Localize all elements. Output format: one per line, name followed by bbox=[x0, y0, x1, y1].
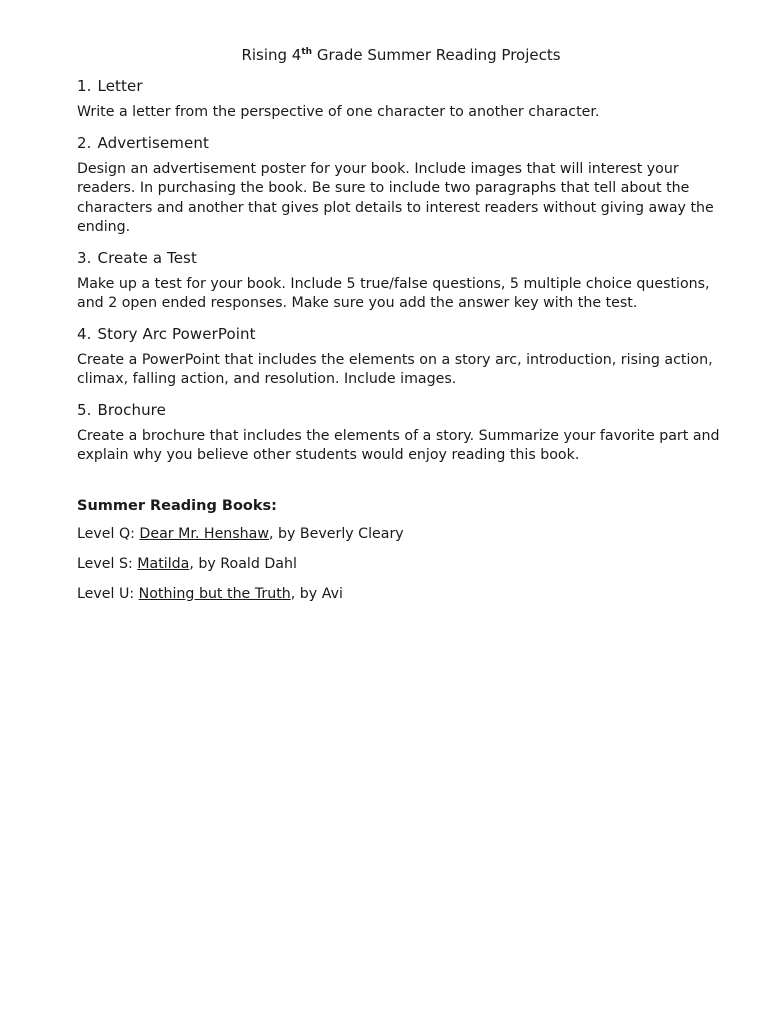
book-title: Nothing but the Truth bbox=[138, 585, 291, 602]
book-level: Level U: bbox=[77, 585, 139, 602]
project-number: 3. bbox=[77, 248, 92, 267]
book-level: Level S: bbox=[77, 555, 138, 572]
book-author: , by Beverly Cleary bbox=[268, 525, 404, 542]
book-level: Level Q: bbox=[77, 525, 140, 542]
book-author: , by Roald Dahl bbox=[189, 555, 297, 572]
project-story-arc-powerpoint bbox=[77, 324, 725, 390]
title-suffix: Grade Summer Reading Projects bbox=[312, 46, 561, 64]
title-superscript: th bbox=[301, 47, 313, 57]
book-title: Dear Mr. Henshaw bbox=[139, 525, 269, 542]
project-number: 2. bbox=[77, 133, 92, 152]
project-letter bbox=[77, 76, 725, 123]
book-title: Matilda bbox=[137, 555, 190, 572]
book-author: , by Avi bbox=[290, 585, 343, 602]
book-item bbox=[77, 584, 725, 604]
project-heading bbox=[77, 133, 725, 153]
project-number: 4. bbox=[77, 324, 92, 343]
project-heading bbox=[77, 324, 725, 344]
project-heading-text: Brochure bbox=[97, 400, 166, 419]
book-item bbox=[77, 524, 725, 544]
book-item bbox=[77, 554, 725, 574]
document-page bbox=[77, 44, 725, 614]
project-heading-text: Create a Test bbox=[97, 248, 197, 267]
project-description: Create a PowerPoint that includes the elements on a story arc, introduction, rising action, climax, falling action, and resolution. Include images. bbox=[77, 351, 713, 387]
project-description: Create a brochure that includes the elements of a story. Summarize your favorite part and explain why you believe other students would enjoy reading this book. bbox=[77, 427, 720, 463]
project-create-a-test bbox=[77, 248, 725, 314]
document-title bbox=[77, 44, 725, 66]
project-heading bbox=[77, 400, 725, 420]
project-number: 5. bbox=[77, 400, 92, 419]
project-heading-text: Advertisement bbox=[97, 133, 209, 152]
project-heading bbox=[77, 248, 725, 268]
project-heading bbox=[77, 76, 725, 96]
title-prefix: Rising 4 bbox=[241, 46, 302, 64]
project-description: Write a letter from the perspective of one character to another character. bbox=[77, 104, 600, 120]
project-brochure bbox=[77, 400, 725, 466]
project-heading-text: Letter bbox=[97, 77, 143, 95]
summer-reading-books bbox=[77, 496, 725, 604]
project-number: 1. bbox=[77, 77, 92, 95]
books-heading: Summer Reading Books: bbox=[77, 497, 277, 514]
project-heading-text: Story Arc PowerPoint bbox=[97, 324, 256, 343]
project-description: Design an advertisement poster for your book. Include images that will interest your readers. In purchasing the book. Be sure to include two paragraphs that tell about the characters and another that gives plot details to interest readers without giving away the ending. bbox=[77, 160, 714, 235]
project-advertisement bbox=[77, 133, 725, 238]
project-description: Make up a test for your book. Include 5 true/false questions, 5 multiple choice questions, and 2 open ended responses. Make sure you add the answer key with the test. bbox=[77, 275, 710, 311]
